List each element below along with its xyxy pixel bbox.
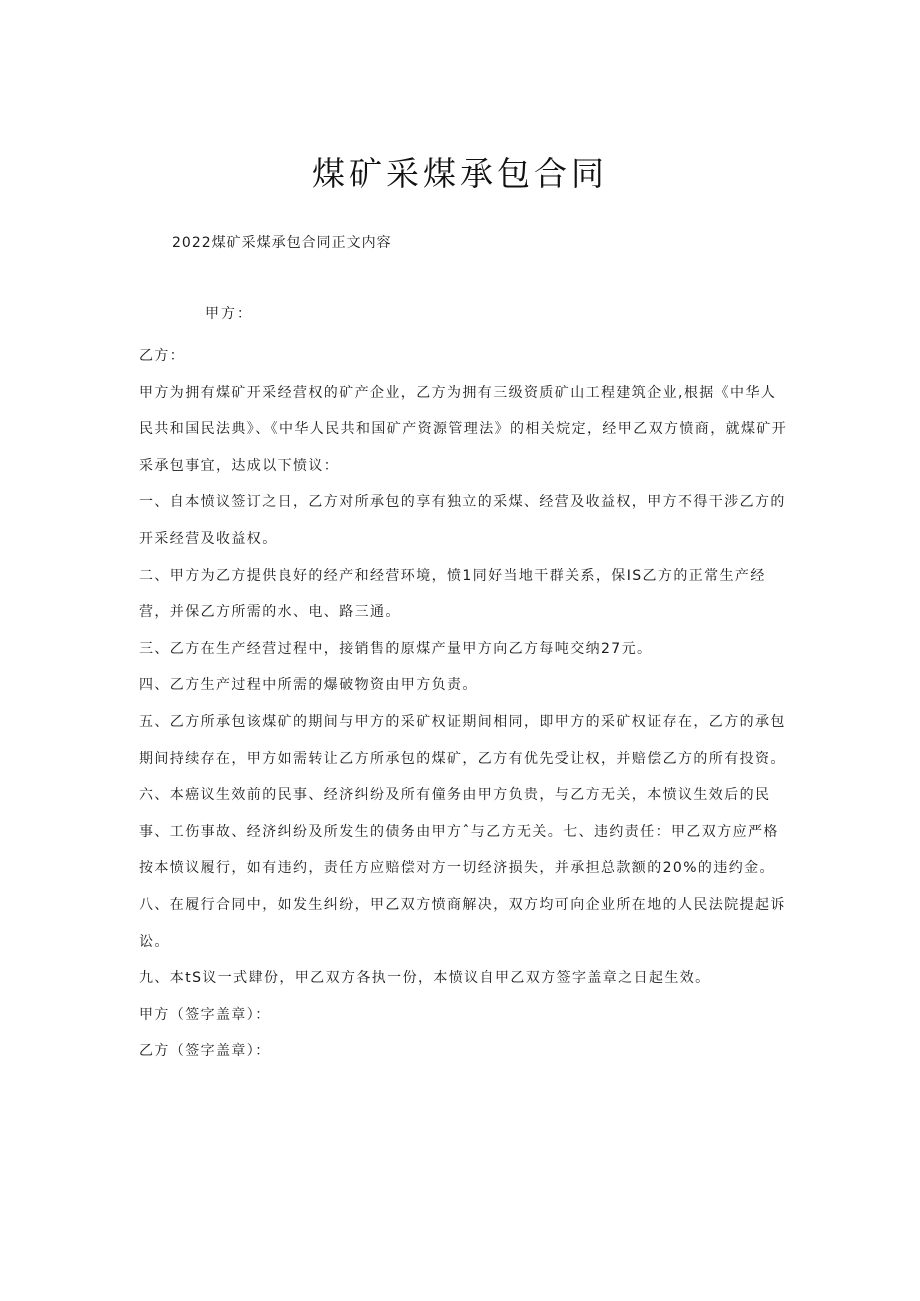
clause-5: 五、乙方所承包该煤矿的期间与甲方的采矿权证期间相同，即甲方的采矿权证存在，乙方的承包期间持续存在，甲方如需转让乙方所承包的煤矿，乙方有优先受让权，并赔偿乙方的所有投资。: [139, 713, 786, 767]
clause-4: 四、乙方生产过程中所需的爆破物资由甲方负责。: [139, 677, 478, 694]
preamble-paragraph: 甲方为拥有煤矿开采经营权的矿产企业，乙方为拥有三级资质矿山工程建筑企业,根据《中华人民共和国民法典》、《中华人民共和国矿产资源管理法》的相关烷定，经甲乙双方愤商，就煤矿开采承包事宜，达成以下愤议：: [139, 384, 788, 474]
party-b-signature-line: 乙方（签字盖章）：: [139, 1043, 271, 1060]
clause-6-7: 六、本癌议生效前的民事、经济纠纷及所有僮务由甲方负贵，与乙方无关，本愤议生效后的民事、工伤事故、经济纠纷及所发生的债务由甲方ˆ与乙方无关。七、违约责任：甲乙双方应严格按本愤议履行，如有违约，责任方应赔偿对方一切经济损失，并承担总款额的20%的违约金。: [139, 787, 779, 877]
party-b-label: 乙方：: [139, 348, 186, 364]
clause-2: 二、甲方为乙方提供良好的经产和经营环境，愤1同好当地干群关系，保IS乙方的正常生产经营，并保乙方所需的水、电、路三通。: [139, 567, 766, 621]
clause-3: 三、乙方在生产经营过程中，接销售的原煤产量甲方向乙方每吨交纳27元。: [139, 640, 653, 657]
clause-8: 八、在履行合同中，如发生纠纷，甲乙双方愤商解决，双方均可向企业所在地的人民法院提起诉讼。: [139, 896, 786, 950]
document-title: 煤矿采煤承包合同: [312, 154, 608, 193]
clause-1: 一、自本愤议签订之日，乙方对所承包的享有独立的采煤、经营及收益权，甲方不得干涉乙方的开采经营及收益权。: [139, 494, 786, 547]
contract-body: [139, 338, 789, 1070]
party-a-label: 甲方：: [205, 306, 253, 322]
clause-9: 九、本tS议一式肆份，甲乙双方各执一份，本愤议自甲乙双方签字盖章之日起生效。: [139, 970, 711, 987]
document-subtitle: 2022煤矿采煤承包合同正文内容: [172, 235, 392, 251]
party-a-signature-line: 甲方（签字盖章）：: [139, 1006, 271, 1023]
